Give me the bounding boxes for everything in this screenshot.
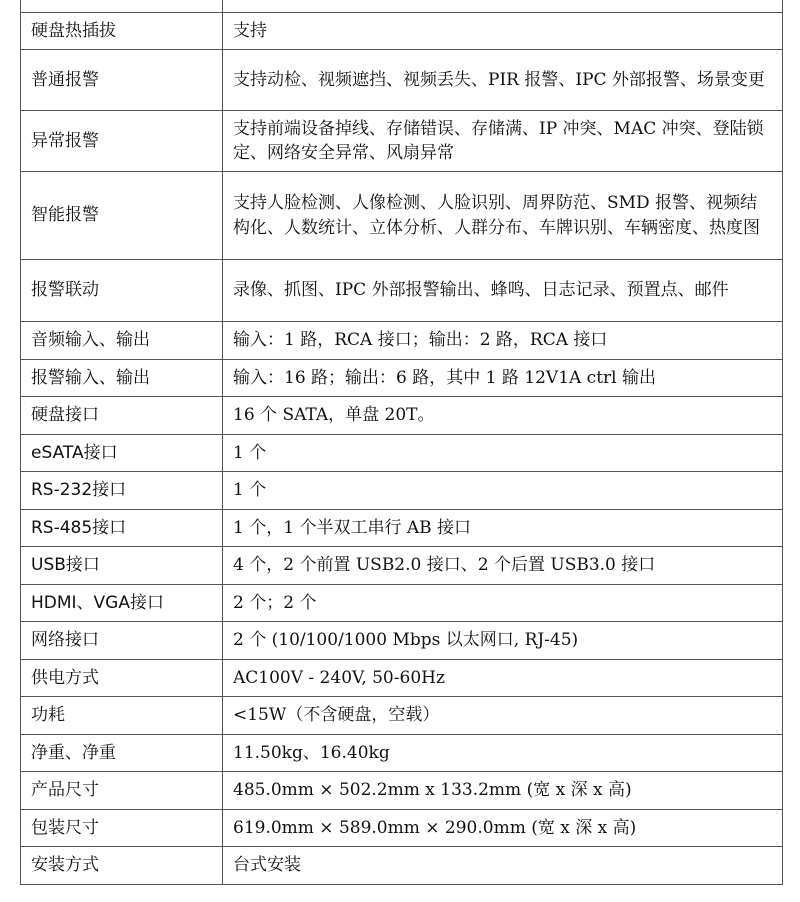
row-value: 输入：16 路；输出：6 路，其中 1 路 12V1A ctrl 输出 bbox=[223, 360, 783, 397]
row-value: 2 个 (10/100/1000 Mbps 以太网口, RJ-45) bbox=[223, 622, 783, 660]
row-value: 4 个，2 个前置 USB2.0 接口、2 个后置 USB3.0 接口 bbox=[223, 547, 783, 585]
row-key: HDMI、VGA接口 bbox=[21, 585, 223, 622]
table-row bbox=[21, 547, 783, 585]
row-value: 录像、抓图、IPC 外部报警输出、蜂鸣、日志记录、预置点、邮件 bbox=[223, 260, 783, 322]
row-value: 支持人脸检测、人像检测、人脸识别、周界防范、SMD 报警、视频结构化、人数统计、立体分析、人群分布、车牌识别、车辆密度、热度图 bbox=[223, 172, 783, 260]
table-row bbox=[21, 13, 783, 50]
row-value bbox=[223, 0, 783, 13]
row-key: 硬盘接口 bbox=[21, 397, 223, 435]
table-row bbox=[21, 111, 783, 172]
table-row bbox=[21, 697, 783, 735]
table-row bbox=[21, 50, 783, 111]
row-key: 音频输入、输出 bbox=[21, 322, 223, 360]
row-key: eSATA接口 bbox=[21, 435, 223, 472]
row-key: RS-485接口 bbox=[21, 510, 223, 547]
table-row bbox=[21, 0, 783, 13]
row-value: 11.50kg、16.40kg bbox=[223, 735, 783, 772]
table-row bbox=[21, 360, 783, 397]
row-key: 包装尺寸 bbox=[21, 810, 223, 847]
row-key: 功耗 bbox=[21, 697, 223, 735]
row-key: 硬盘热插拔 bbox=[21, 13, 223, 50]
row-key: 网络接口 bbox=[21, 622, 223, 660]
row-key: 异常报警 bbox=[21, 111, 223, 172]
row-key: RS-232接口 bbox=[21, 472, 223, 510]
row-value: 485.0mm × 502.2mm x 133.2mm (宽 x 深 x 高) bbox=[223, 772, 783, 810]
row-value: 1 个，1 个半双工串行 AB 接口 bbox=[223, 510, 783, 547]
table-row bbox=[21, 585, 783, 622]
row-key: USB接口 bbox=[21, 547, 223, 585]
table-row bbox=[21, 472, 783, 510]
row-value: 1 个 bbox=[223, 472, 783, 510]
table-row bbox=[21, 622, 783, 660]
row-value: 支持动检、视频遮挡、视频丢失、PIR 报警、IPC 外部报警、场景变更 bbox=[223, 50, 783, 111]
row-key: 报警联动 bbox=[21, 260, 223, 322]
row-value: 1 个 bbox=[223, 435, 783, 472]
row-value: 台式安装 bbox=[223, 847, 783, 885]
row-key: 安装方式 bbox=[21, 847, 223, 885]
row-value: 支持前端设备掉线、存储错误、存储满、IP 冲突、MAC 冲突、登陆锁定、网络安全异常、风扇异常 bbox=[223, 111, 783, 172]
table-row bbox=[21, 660, 783, 697]
table-row bbox=[21, 260, 783, 322]
row-value: 2 个；2 个 bbox=[223, 585, 783, 622]
row-value: 619.0mm × 589.0mm × 290.0mm (宽 x 深 x 高) bbox=[223, 810, 783, 847]
row-key bbox=[21, 0, 223, 13]
table-row bbox=[21, 397, 783, 435]
row-value: 支持 bbox=[223, 13, 783, 50]
spec-table bbox=[20, 0, 783, 885]
row-value: 输入：1 路，RCA 接口；输出：2 路，RCA 接口 bbox=[223, 322, 783, 360]
row-key: 普通报警 bbox=[21, 50, 223, 111]
row-key: 智能报警 bbox=[21, 172, 223, 260]
row-key: 产品尺寸 bbox=[21, 772, 223, 810]
table-row bbox=[21, 172, 783, 260]
table-row bbox=[21, 772, 783, 810]
row-value: 16 个 SATA，单盘 20T。 bbox=[223, 397, 783, 435]
row-key: 净重、净重 bbox=[21, 735, 223, 772]
table-row bbox=[21, 435, 783, 472]
table-row bbox=[21, 735, 783, 772]
row-value: AC100V - 240V, 50-60Hz bbox=[223, 660, 783, 697]
row-value: <15W（不含硬盘，空载） bbox=[223, 697, 783, 735]
row-key: 报警输入、输出 bbox=[21, 360, 223, 397]
row-key: 供电方式 bbox=[21, 660, 223, 697]
table-row bbox=[21, 322, 783, 360]
table-row bbox=[21, 847, 783, 885]
table-row bbox=[21, 810, 783, 847]
table-row bbox=[21, 510, 783, 547]
